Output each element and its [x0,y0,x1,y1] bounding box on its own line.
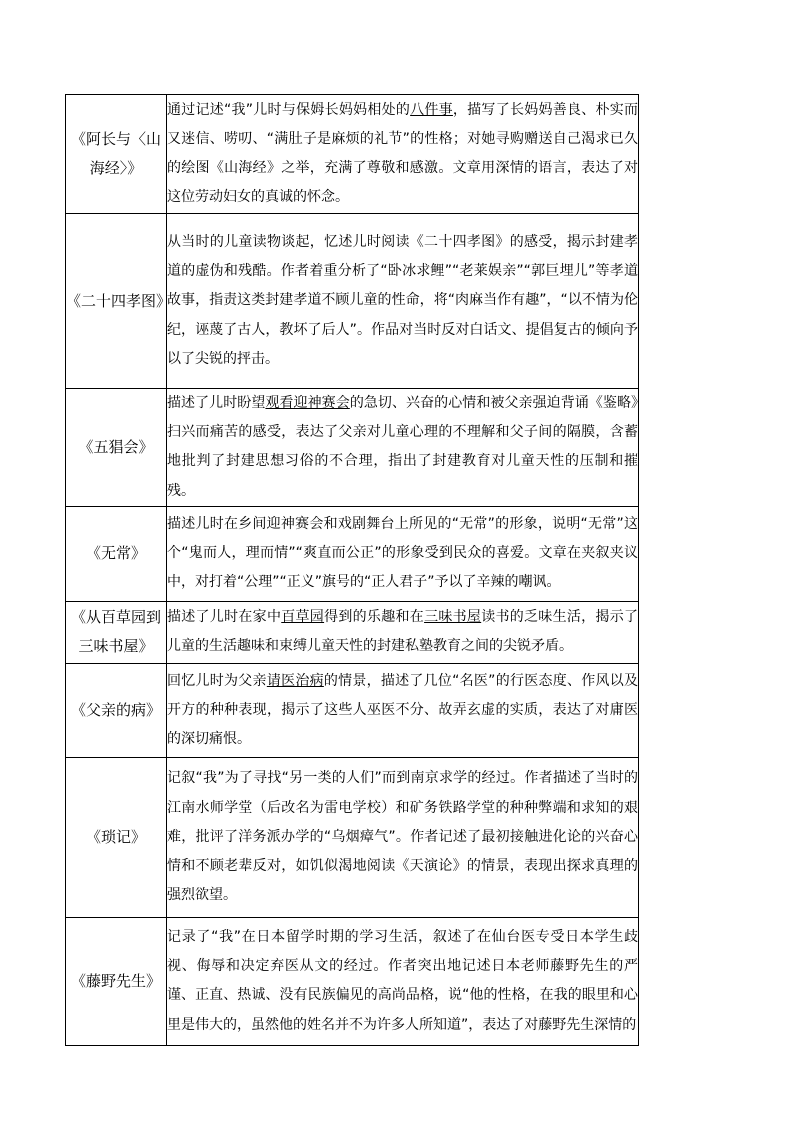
table-row [66,601,639,663]
summary-text: 得到的乐趣和在 [324,609,425,626]
chapter-title: 《藤野先生》 [66,917,167,1045]
summary-table [65,94,639,1046]
summary-underlined-text: 请医治病 [266,672,324,689]
chapter-summary [167,917,639,1045]
chapter-title: 《五猖会》 [66,389,167,507]
table-row [66,214,639,389]
table-row [66,757,639,917]
chapter-title: 《从百草园到三味书屋》 [66,601,167,663]
table-row [66,663,639,757]
summary-underlined-text: 八件事 [410,101,453,118]
summary-text: 的情景，描述了几位“名医”的行医态度、作风以及开方的种种表现，揭示了这些人巫医不分、故弄玄虚的实质，表达了对庸医的深切痛恨。 [167,672,639,747]
chapter-summary [167,506,639,601]
table-row [66,95,639,214]
chapter-title: 《二十四孝图》 [66,214,167,389]
summary-text: 记录了“我”在日本留学时期的学习生活，叙述了在仙台医专受日本学生歧视、侮辱和决定弃医从文的经过。作者突出地记述日本老师藤野先生的严谨、正直、热诚、没有民族偏见的高尚品格，说“他的性格，在我的眼里和心里是伟大的，虽然他的姓名并不为许多人所知道”，表达了对藤野先生深情的 [167,928,638,1033]
chapter-summary [167,95,639,214]
chapter-summary [167,601,639,663]
chapter-summary [167,389,639,507]
summary-underlined-text: 观看迎神赛会 [265,395,350,411]
summary-text: 通过记述“我”儿时与保姆长妈妈相处的 [167,101,411,118]
chapter-title: 《无常》 [66,506,167,601]
chapter-title: 《琐记》 [66,757,167,917]
chapter-summary [167,663,639,757]
table-row [66,917,639,1045]
summary-text: 描述儿时在乡间迎神赛会和戏剧舞台上所见的“无常”的形象，说明“无常”这个“鬼而人，理而情”“爽直而公正”的形象受到民众的喜爱。文章在夹叙夹议中，对打着“公理”“正义”旗号的“正人君子”予以了辛辣的嘲讽。 [167,516,638,591]
chapter-title: 《父亲的病》 [66,663,167,757]
table-row [66,506,639,601]
summary-text: 描述了儿时盼望 [167,395,266,411]
summary-text: 从当时的儿童读物谈起，忆述儿时阅读《二十四孝图》的感受，揭示封建孝道的虚伪和残酷。作者着重分析了“卧冰求鲤”“老莱娱亲”“郭巨埋儿”等孝道故事，指责这类封建孝道不顾儿童的性命，将“肉麻当作有趣”，“以不情为伦纪，诬蔑了古人，教坏了后人”。作品对当时反对白话文、提倡复古的倾向予以了尖锐的抨击。 [167,233,638,367]
summary-text: 的急切、兴奋的心情和被父亲强迫背诵《鉴略》扫兴而痛苦的感受，表达了父亲对儿童心理的不理解和父子间的隔膜，含蓄地批判了封建思想习俗的不合理，指出了封建教育对儿童天性的压制和摧残。 [167,395,639,499]
summary-text: 记叙“我”为了寻找“另一类的人们”而到南京求学的经过。作者描述了当时的江南水师学堂（后改名为雷电学校）和矿务铁路学堂的种种弊端和求知的艰难，批评了洋务派办学的“乌烟瘴气”。作者记述了最初接触进化论的兴奋心情和不顾老辈反对，如饥似渴地阅读《天演论》的情景，表现出探求真理的强烈欲望。 [167,770,638,904]
chapter-summary [167,757,639,917]
summary-text: 描述了儿时在家中 [167,609,282,626]
table-row [66,389,639,507]
summary-text: ，描写了长妈妈善良、朴实而又迷信、唠叨、“满肚子是麻烦的礼节”的性格；对她寻购赠送自己渴求已久的绘图《山海经》之举，充满了尊敬和感激。文章用深情的语言，表达了对这位劳动妇女的真诚的怀念。 [167,101,639,206]
chapter-summary [167,214,639,389]
summary-underlined-text: 百草园 [281,609,325,626]
summary-text: 回忆儿时为父亲 [167,672,267,689]
summary-text: 读书的乏味生活，揭示了儿童的生活趣味和束缚儿童天性的封建私塾教育之间的尖锐矛盾。 [167,609,638,655]
chapter-title: 《阿长与〈山海经〉》 [66,95,167,214]
summary-underlined-text: 三味书屋 [424,609,482,626]
